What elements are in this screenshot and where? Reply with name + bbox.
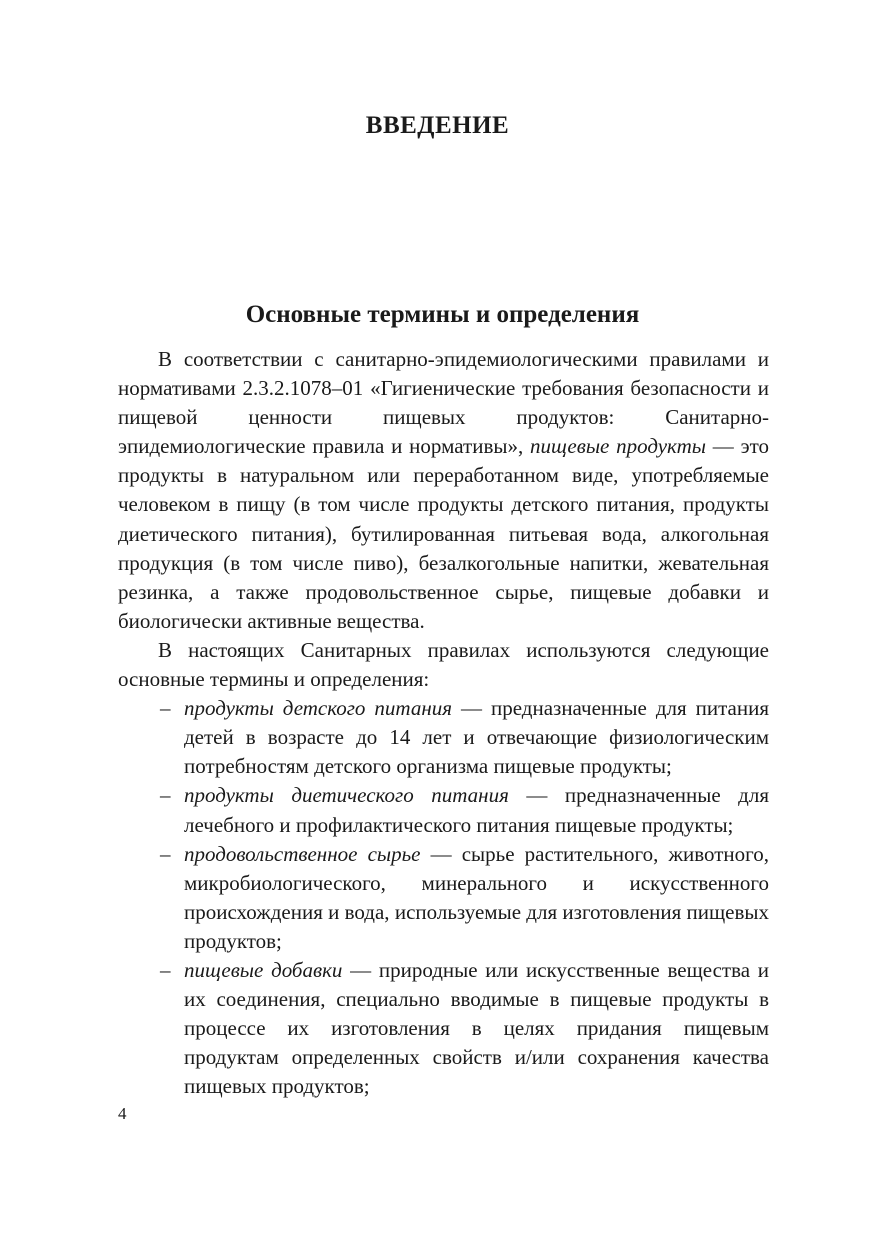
term-name: продовольственное сырье bbox=[184, 841, 421, 866]
term-definition: — природные или искусственные вещества и их соединения, специально вводимые в пищевые продукты в процессе их изготовления в целях придания пищевым продуктам определенных свойств и/или сохранения качества пищевых продуктов; bbox=[184, 957, 770, 1099]
paragraph-intro-definition: — это продукты в натуральном или переработанном виде, употребляемые человеком в пищу (в том числе продукты детского питания, продукты диетического питания), бутилированная питьевая вода, алкогольная продукция (в том числе пиво), безалкогольные напитки, жевательная резинка, а также продовольственное сырье, пищевые добавки и биологически активные вещества. bbox=[118, 434, 769, 633]
term-item-raw-materials bbox=[118, 840, 769, 956]
list-dash: – bbox=[160, 696, 171, 721]
body-text bbox=[118, 345, 769, 1101]
term-definition: — сырье растительного, животного, микробиологического, минерального и искусственного происхождения и вода, используемые для изготовления пищевых продуктов; bbox=[184, 841, 769, 953]
paragraph-terms-lead: В настоящих Санитарных правилах используются следующие основные термины и определения: bbox=[118, 637, 769, 692]
term-item-baby-food bbox=[118, 694, 769, 781]
term-name: пищевые добавки bbox=[184, 957, 343, 982]
list-dash: – bbox=[160, 841, 171, 866]
page-number: 4 bbox=[118, 1104, 127, 1123]
list-dash: – bbox=[160, 957, 171, 982]
term-name: продукты детского питания bbox=[184, 696, 453, 721]
section-title: Основные термины и определения bbox=[245, 301, 640, 328]
term-list bbox=[118, 694, 769, 1101]
term-food-products: пищевые продукты bbox=[530, 434, 706, 459]
term-item-diet-food bbox=[118, 781, 769, 839]
term-definition: — предназначенные для лечебного и профилактического питания пищевые продукты; bbox=[184, 783, 770, 837]
term-name: продукты диетического питания bbox=[184, 783, 509, 808]
term-definition: — предназначенные для питания детей в возрасте до 14 лет и отвечающие физиологическим потребностям детского организма пищевые продукты; bbox=[184, 696, 769, 779]
term-item-food-additives bbox=[118, 956, 769, 1101]
page-title: ВВЕДЕНИЕ bbox=[365, 112, 510, 139]
list-dash: – bbox=[160, 783, 171, 808]
paragraph-intro-text: В соответствии с санитарно-эпидемиологическими правилами и нормативами 2.3.2.1078–01 «Гигиенические требования безопасности и пищевой ценности пищевых продуктов: Санитарно-эпидемиологические правила и нормативы», bbox=[118, 347, 769, 459]
paragraph-intro bbox=[118, 345, 769, 636]
